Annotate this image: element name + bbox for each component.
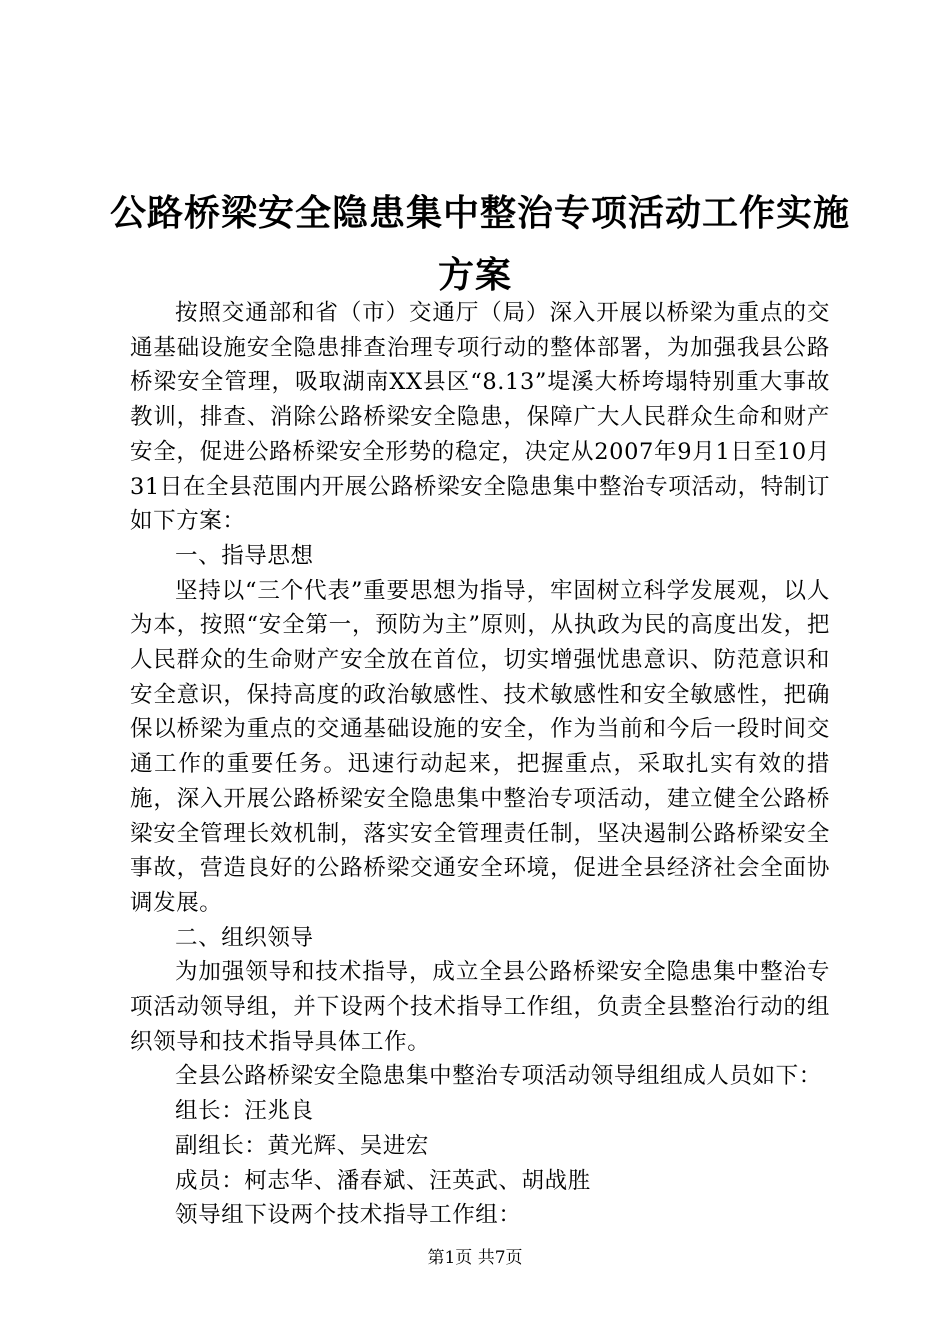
members-line: 成员：柯志华、潘春斌、汪英武、胡战胜: [175, 1167, 591, 1194]
section-heading-guiding-thought: 一、指导思想: [175, 542, 314, 569]
deputy-leader-line: 副组长：黄光辉、吴进宏: [175, 1132, 430, 1159]
guiding-thought-paragraph: 坚持以“三个代表”重要思想为指导，牢固树立科学发展观，以人为本，按照“安全第一，预防为主”原则，从执政为民的高度出发，把人民群众的生命财产安全放在首位，切实增强忧患意识、防范意识和安全意识，保持高度的政治敏感性、技术敏感性和安全敏感性，把确保以桥梁为重点的交通基础设施的安全，作为当前和今后一段时间交通工作的重要任务。迅速行动起来，把握重点，采取扎实有效的措施，深入开展公路桥梁安全隐患集中整治专项活动，建立健全公路桥梁安全管理长效机制，落实安全管理责任制，坚决遏制公路桥梁安全事故，营造良好的公路桥梁交通安全环境，促进全县经济社会全面协调发展。: [130, 577, 830, 916]
members-intro-paragraph: 全县公路桥梁安全隐患集中整治专项活动领导组组成人员如下：: [175, 1063, 822, 1090]
group-leader-line: 组长：汪兆良: [175, 1098, 314, 1125]
organization-paragraph: 为加强领导和技术指导，成立全县公路桥梁安全隐患集中整治专项活动领导组，并下设两个技术指导工作组，负责全县整治行动的组织领导和技术指导具体工作。: [130, 959, 830, 1055]
document-body: [130, 296, 830, 1233]
section-heading-organization: 二、组织领导: [175, 924, 314, 951]
page-footer: 第1页 共7页: [427, 1248, 523, 1268]
intro-paragraph: 按照交通部和省（市）交通厅（局）深入开展以桥梁为重点的交通基础设施安全隐患排查治理专项行动的整体部署，为加强我县公路桥梁安全管理，吸取湖南XX县区“8.13”堤溪大桥垮塌特别重大事故教训，排查、消除公路桥梁安全隐患，保障广大人民群众生命和财产安全，促进公路桥梁安全形势的稳定，决定从2007年9月1日至10月31日在全县范围内开展公路桥梁安全隐患集中整治专项活动，特制订如下方案：: [130, 300, 830, 535]
working-groups-line: 领导组下设两个技术指导工作组：: [175, 1202, 522, 1229]
document-title-line-2: 方案: [437, 255, 512, 296]
document-title-line-1: 公路桥梁安全隐患集中整治专项活动工作实施: [110, 193, 851, 234]
